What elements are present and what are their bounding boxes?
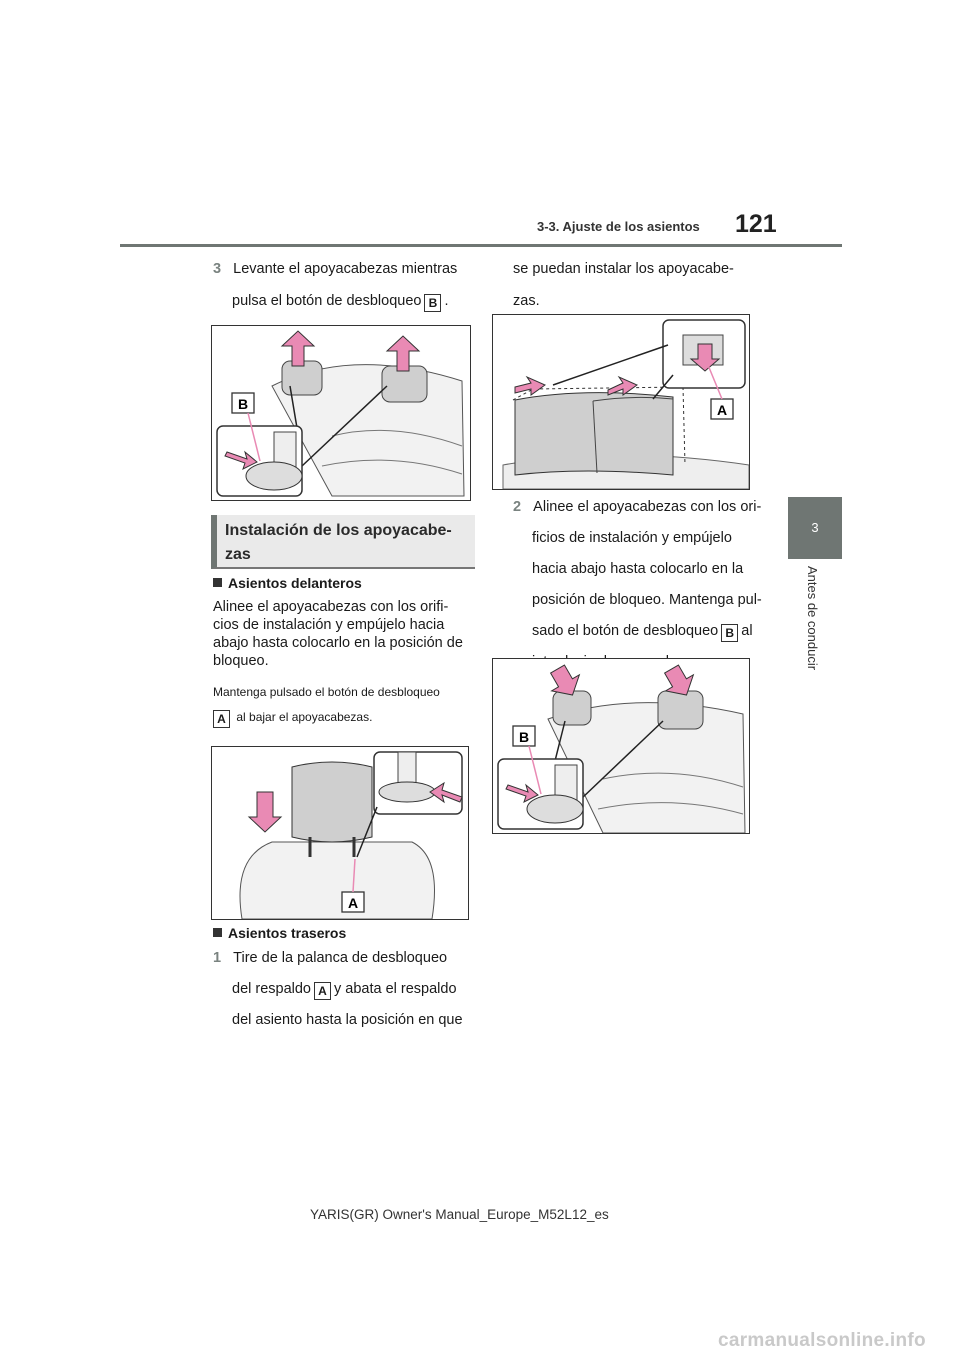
note-line: al bajar el apoyacabezas.	[236, 710, 373, 724]
step-text: hacia abajo hasta colocarlo en la	[532, 561, 744, 577]
step-text: sado el botón de desbloqueo	[532, 623, 719, 639]
heading-text: Instalación de los apoyacabe-zas	[225, 522, 452, 563]
watermark[interactable]: carmanualsonline.info	[718, 1330, 926, 1351]
continued-text	[513, 256, 773, 315]
section-title: 3-3. Ajuste de los asientos	[537, 219, 700, 234]
key-a-icon: A	[314, 982, 331, 1000]
rear-headrest-removal-illustration	[212, 326, 470, 500]
body-line: cios de instalación y empújelo hacia	[213, 617, 445, 633]
key-b-icon: B	[721, 624, 738, 642]
body-line: Alinee el apoyacabezas con los orifi-	[213, 599, 449, 615]
callout-b: B	[518, 729, 530, 745]
step-text: Levante el apoyacabezas mientras	[233, 261, 458, 277]
step-2	[513, 494, 783, 676]
step-text: y abata el respaldo	[334, 981, 457, 997]
step-text: al	[741, 623, 753, 639]
bullet-square-icon	[213, 578, 222, 587]
step-number: 2	[513, 499, 522, 515]
footer-doc-id: YARIS(GR) Owner's Manual_Europe_M52L12_es	[310, 1207, 609, 1222]
header-rule	[120, 244, 842, 247]
step-text: del asiento hasta la posición en que	[232, 1012, 463, 1028]
page-number: 121	[735, 210, 777, 238]
chapter-label: Antes de conducir	[805, 566, 820, 671]
step-text: del respaldo	[232, 981, 311, 997]
figure-rear-headrest-install	[492, 658, 750, 834]
step-text: posición de bloqueo. Mantenga pul-	[532, 592, 762, 608]
step-text: pulsa el botón de desbloqueo	[232, 293, 422, 309]
body-line: bloqueo.	[213, 653, 269, 669]
seatback-release-illustration	[493, 315, 749, 489]
bullet-square-icon	[213, 928, 222, 937]
figure-seatback-release	[492, 314, 750, 490]
front-headrest-install-illustration	[212, 747, 468, 919]
step-text: Alinee el apoyacabezas con los ori-	[533, 499, 762, 515]
body-line: zas.	[513, 293, 540, 309]
step-number: 3	[213, 261, 222, 277]
callout-a: A	[716, 402, 728, 418]
figure-rear-headrest-removal	[211, 325, 471, 501]
figure-front-headrest-install	[211, 746, 469, 920]
step-text: ficios de instalación y empújelo	[532, 530, 732, 546]
step-text: Tire de la palanca de desbloqueo	[233, 950, 448, 966]
subheading: Asientos traseros	[228, 925, 347, 941]
step-3	[213, 256, 483, 315]
section-heading	[211, 515, 475, 569]
subheading: Asientos delanteros	[228, 575, 362, 591]
rear-seats-block	[213, 925, 483, 1034]
body-line: abajo hasta colocarlo en la posición de	[213, 635, 463, 651]
body-line: se puedan instalar los apoyacabe-	[513, 261, 734, 277]
step-text: .	[444, 293, 449, 309]
key-b-icon: B	[424, 294, 441, 312]
chapter-tab[interactable]: 3	[788, 497, 842, 559]
callout-a: A	[347, 895, 359, 911]
rear-headrest-install-illustration	[493, 659, 749, 833]
key-a-icon: A	[213, 710, 230, 728]
note-line: Mantenga pulsado el botón de desbloqueo	[213, 685, 440, 699]
step-number: 1	[213, 950, 222, 966]
callout-b: B	[237, 396, 249, 412]
front-seats-block	[213, 575, 483, 728]
